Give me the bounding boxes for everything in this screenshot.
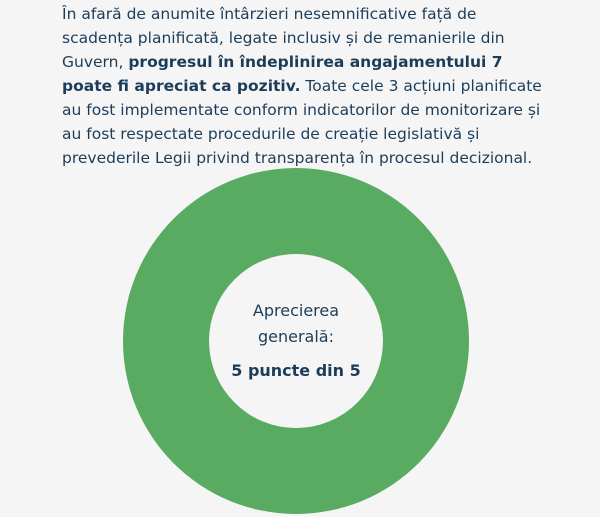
rating-label-line2: generală: — [257, 327, 334, 346]
paragraph-text-start: În afară de anumite întârzieri nesemnificative față de scadența planificată, legate inclusiv și de remanierile din Guvern, — [62, 5, 505, 71]
paragraph-text-end: Toate cele 3 acțiuni planificate au fost implementate conform indicatorilor de monitorizare și au fost respectate procedurile de creație legislativă și prevederile Legii privind transparența în procesul decizional. — [62, 77, 542, 167]
rating-score: 5 puncte din 5 — [231, 361, 361, 380]
rating-label-line1: Aprecierea — [252, 301, 340, 320]
rating-donut-center — [209, 254, 383, 428]
paragraph-bold-conclusion: progresul în îndeplinirea angajamentului 7 poate fi apreciat ca pozitiv. — [62, 53, 503, 95]
assessment-paragraph — [62, 2, 542, 170]
